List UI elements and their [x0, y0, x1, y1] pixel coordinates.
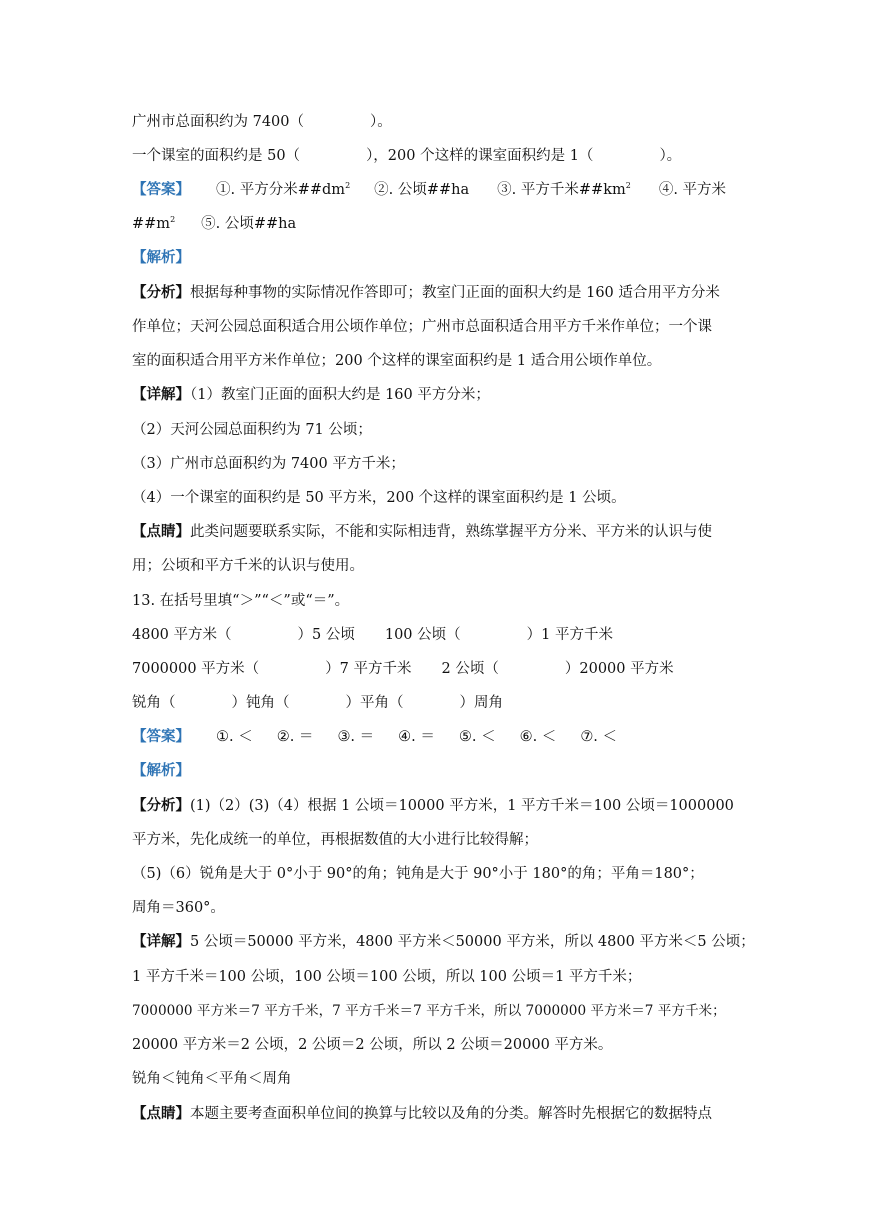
answer-item: ②. 公顷##ha	[374, 182, 470, 198]
q13-xiangjie-line: 锐角＜钝角＜平角＜周角	[132, 1071, 292, 1087]
analysis-tag: 【解析】	[132, 249, 190, 266]
q12-fenxi-line: 【分析】根据每种事物的实际情况作答即可；教室门正面的面积大约是 160 适合用平方分米	[132, 284, 720, 301]
q13-fenxi-line: 【分析】(1)（2）(3)（4）根据 1 公顷＝10000 平方米，1 平方千米＝100 公顷＝1000000	[132, 797, 734, 814]
q13-xiangjie-line: 【详解】5 公顷＝50000 平方米，4800 平方米＜50000 平方米，所以 4800 平方米＜5 公顷；	[132, 933, 755, 950]
answer-item: ①. ＜	[216, 729, 253, 745]
q12-answer-line-2	[132, 214, 742, 234]
q12-xiangjie-line: （4）一个课室的面积约是 50 平方米，200 个这样的课室面积约是 1 公顷。	[132, 490, 626, 506]
q13-fenxi-line: 平方米，先化成统一的单位，再根据数值的大小进行比较得解；	[132, 832, 538, 848]
q13-xiangjie-line: 20000 平方米＝2 公顷，2 公顷＝2 公顷，所以 2 公顷＝20000 平方米。	[132, 1037, 613, 1053]
q12-xiangjie-line: 【详解】（1）教室门正面的面积大约是 160 平方分米；	[132, 386, 490, 403]
text: ）。	[370, 114, 392, 130]
q12-dianjing-line: 【点睛】此类问题要联系实际，不能和实际相违背，熟练掌握平方分米、平方米的认识与使	[132, 523, 712, 540]
q13-xiangjie-line: 1 平方千米＝100 公顷，100 公顷＝100 公顷，所以 100 公顷＝1 平方千米；	[132, 969, 642, 985]
q13-dianjing-line: 【点睛】本题主要考查面积单位间的换算与比较以及角的分类。解答时先根据它的数据特点	[132, 1105, 712, 1122]
q13-fenxi-line: 周角＝360°。	[132, 900, 225, 916]
answer-item: ④. ＝	[398, 729, 435, 745]
q13-xiangjie-line: 7000000 平方米＝7 平方千米，7 平方千米＝7 平方千米，所以 7000000 平方米＝7 平方千米；	[132, 1003, 726, 1019]
answer-item: ⑤. ＜	[458, 729, 496, 745]
q12-guangzhou-line	[132, 112, 742, 132]
answer-item: ①. 平方分米$\#\#dm^2$	[216, 181, 351, 198]
q12-classroom-line	[132, 146, 742, 166]
text: 一个课室的面积约是 50（	[132, 148, 301, 164]
answer-item: ⑦. ＜	[580, 729, 618, 745]
text: 广州市总面积约为 7400（	[132, 114, 305, 130]
text: ），200 个这样的课室面积约是 1（	[366, 148, 594, 164]
q12-dianjing-line: 用；公顷和平方千米的认识与使用。	[132, 558, 364, 574]
q12-fenxi-line: 室的面积适合用平方米作单位；200 个这样的课室面积约是 1 适合用公顷作单位。	[132, 353, 662, 369]
q13-row-2: 7000000 平方米（ ）7 平方千米 2 公顷（ ）20000 平方米	[132, 661, 674, 677]
answer-item: ③. 平方千米$\#\#km^2$	[497, 181, 631, 198]
answer-tag: 【答案】	[132, 181, 190, 198]
q12-fenxi-line: 作单位；天河公园总面积适合用公顷作单位；广州市总面积适合用平方千米作单位；一个课	[132, 319, 712, 335]
analysis-tag: 【解析】	[132, 762, 190, 779]
answer-tag: 【答案】	[132, 728, 190, 745]
answer-item: $\#\#m^2$	[132, 215, 176, 232]
q12-xiangjie-line: （3）广州市总面积约为 7400 平方千米；	[132, 456, 405, 472]
answer-item: ③. ＝	[337, 729, 375, 745]
answer-item: ②. ＝	[276, 729, 314, 745]
answer-item: ⑤. 公顷##ha	[201, 216, 297, 232]
q12-xiangjie-line: （2）天河公园总面积约为 71 公顷；	[132, 422, 372, 438]
q13-answer-line	[132, 727, 742, 747]
answer-item: ⑥. ＜	[519, 729, 557, 745]
answer-item: ④. 平方米	[658, 182, 727, 198]
text: ）。	[659, 148, 682, 164]
q13-title: 13. 在括号里填“＞”“＜”或“＝”。	[132, 593, 350, 609]
q13-fenxi-line: （5)（6）锐角是大于 0°小于 90°的角；钝角是大于 90°小于 180°的角；平角＝180°；	[132, 866, 704, 882]
q13-row-1: 4800 平方米（ ）5 公顷 100 公顷（ ）1 平方千米	[132, 627, 613, 643]
q12-answer-line	[132, 180, 742, 200]
q13-row-3: 锐角（ ）钝角（ ）平角（ ）周角	[132, 695, 503, 711]
